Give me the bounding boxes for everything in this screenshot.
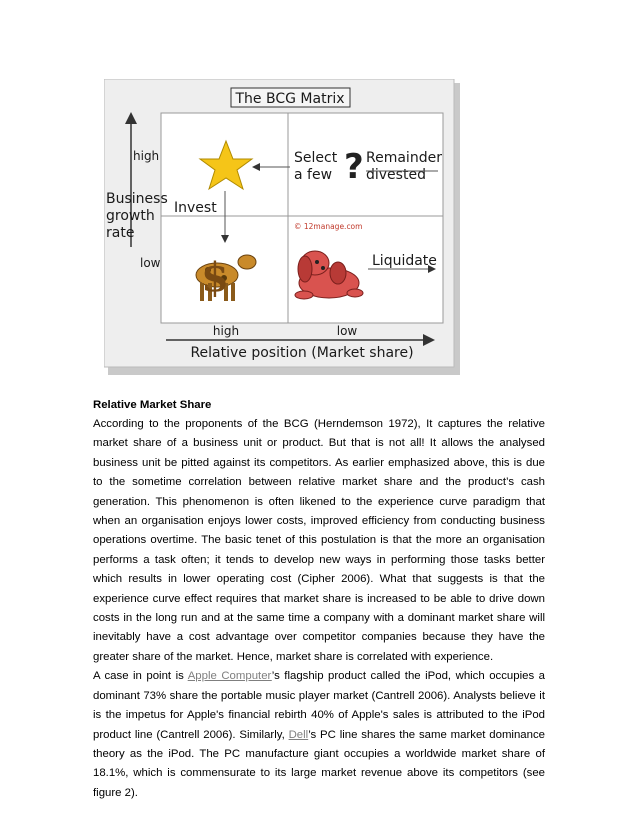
dell-link[interactable]: Dell xyxy=(288,728,309,741)
y-high-label: high xyxy=(133,149,160,163)
y-axis-label-line1: Business xyxy=(106,191,168,207)
article-body xyxy=(93,415,545,803)
select-label-line2: a few xyxy=(294,167,333,183)
paragraph-2-middle: ’s flagship product called the iPod, which occupies a dominant 73% share the portable music player market (Cantrell 2006). Analysts believe it is the impetus for Apple's financial rebirth 40% of Apple's sales is attributed to the iPod product line (Cantrell 2006). Similarly, xyxy=(93,670,545,741)
paragraph-2 xyxy=(93,667,545,803)
invest-label: Invest xyxy=(174,200,217,216)
remainder-label-line2: divested xyxy=(366,167,426,183)
x-low-label: low xyxy=(336,324,358,338)
select-label-line1: Select xyxy=(294,150,338,166)
apple-computer-link[interactable]: Apple Computer xyxy=(187,670,272,683)
y-low-label: low xyxy=(140,256,161,270)
bcg-matrix-figure xyxy=(104,79,460,375)
figure-title: The BCG Matrix xyxy=(235,91,345,107)
liquidate-label: Liquidate xyxy=(372,253,437,269)
question-mark-icon: ? xyxy=(344,147,364,187)
paragraph-2-prefix: A case in point is xyxy=(93,670,188,683)
y-axis-label-line2: growth xyxy=(106,208,155,224)
copyright-text: © 12manage.com xyxy=(294,222,363,231)
remainder-label-line1: Remainder xyxy=(366,150,442,166)
y-axis-label-line3: rate xyxy=(106,225,135,241)
paragraph-2-suffix: ’s PC line shares the same market dominance theory as the iPod. The PC manufacture giant occupies a worldwide market share of 18.1%, which is commensurate to its large market revenue above its competitors (see figure 2). xyxy=(93,728,546,799)
section-heading: Relative Market Share xyxy=(93,399,212,411)
x-high-label: high xyxy=(212,324,240,338)
article xyxy=(93,396,545,803)
svg-text:$: $ xyxy=(201,254,229,301)
bcg-matrix-diagram xyxy=(104,79,460,375)
paragraph-1: According to the proponents of the BCG (Herndemson 1972), It captures the relative market share of a business unit or product. But that is not all! It allows the analysed business unit be pitted against its competitors. As earlier emphasized above, this is due to the sometime correlation between relative market share and the product’s cash generation. This phenomenon is often likened to the experience curve paradigm that when an organisation enjoys lower costs, improved efficiency from conducting business operations overtime. The basic tenet of this postulation is that the more an organisation performs a task often; it tends to develop new ways in performing those tasks better which results in lower operating cost (Cipher 2006). What that suggests is that the experience curve effect requires that market share is increased to be able to drive down costs in the long run and at the same time a company with a dominant market share will inevitably have a cost advantage over competitor companies because they have the greater share of the market. Hence, market share is correlated with experience. xyxy=(93,418,545,663)
x-axis-label: Relative position (Market share) xyxy=(190,345,414,361)
